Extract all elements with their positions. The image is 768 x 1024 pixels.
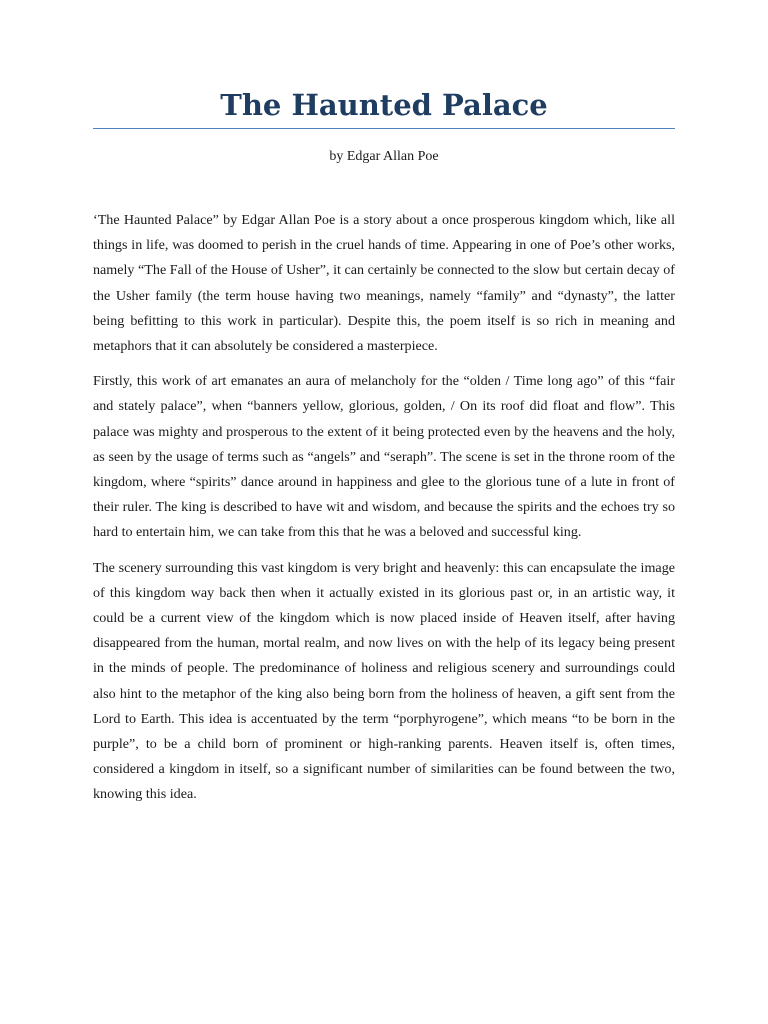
- document-title: The Haunted Palace: [220, 88, 548, 122]
- document-byline: by Edgar Allan Poe: [329, 149, 439, 164]
- body-paragraph-2: Firstly, this work of art emanates an aura of melancholy for the “olden / Time long ago” of this “fair and stately palace”, when “banners yellow, glorious, golden, / On its roof did float and flow”. This palace was mighty and prosperous to the extent of it being protected even by the heavens and the holy, as seen by the usage of terms such as “angels” and “seraph”. The scene is set in the throne room of the kingdom, where “spirits” dance around in happiness and glee to the glorious tune of a lute in front of their ruler. The king is described to have wit and wisdom, and because the spirits and the echoes try so hard to entertain him, we can take from this that he was a beloved and successful king.: [93, 373, 675, 541]
- body-paragraph-3: The scenery surrounding this vast kingdom is very bright and heavenly: this can encapsulate the image of this kingdom way back then when it actually existed in its glorious past or, in an artistic way, it could be a current view of the kingdom which is now placed inside of Heaven itself, after having disappeared from the human, mortal realm, and now lives on with the help of its legacy being present in the minds of people. The predominance of holiness and religious scenery and surroundings could also hint to the metaphor of the king also being born from the holiness of heaven, a gift sent from the Lord to Earth. This idea is accentuated by the term “porphyrogene”, which means “to be born in the purple”, to be a child born of prominent or high-ranking parents. Heaven itself is, often times, considered a kingdom in itself, so a significant number of similarities can be found between the two, knowing this idea.: [93, 559, 675, 803]
- document-page: [93, 0, 675, 1024]
- document-body: [93, 208, 675, 818]
- body-paragraph-1: ‘The Haunted Palace” by Edgar Allan Poe is a story about a once prosperous kingdom which, like all things in life, was doomed to perish in the cruel hands of time. Appearing in one of Poe’s other works, namely “The Fall of the House of Usher”, it can certainly be connected to the slow but certain decay of the Usher family (the term house having two meanings, namely “family” and “dynasty”, the latter being befitting to this work in particular). Despite this, the poem itself is so rich in meaning and metaphors that it can absolutely be considered a masterpiece.: [93, 212, 675, 355]
- title-underline-rule: [93, 128, 675, 129]
